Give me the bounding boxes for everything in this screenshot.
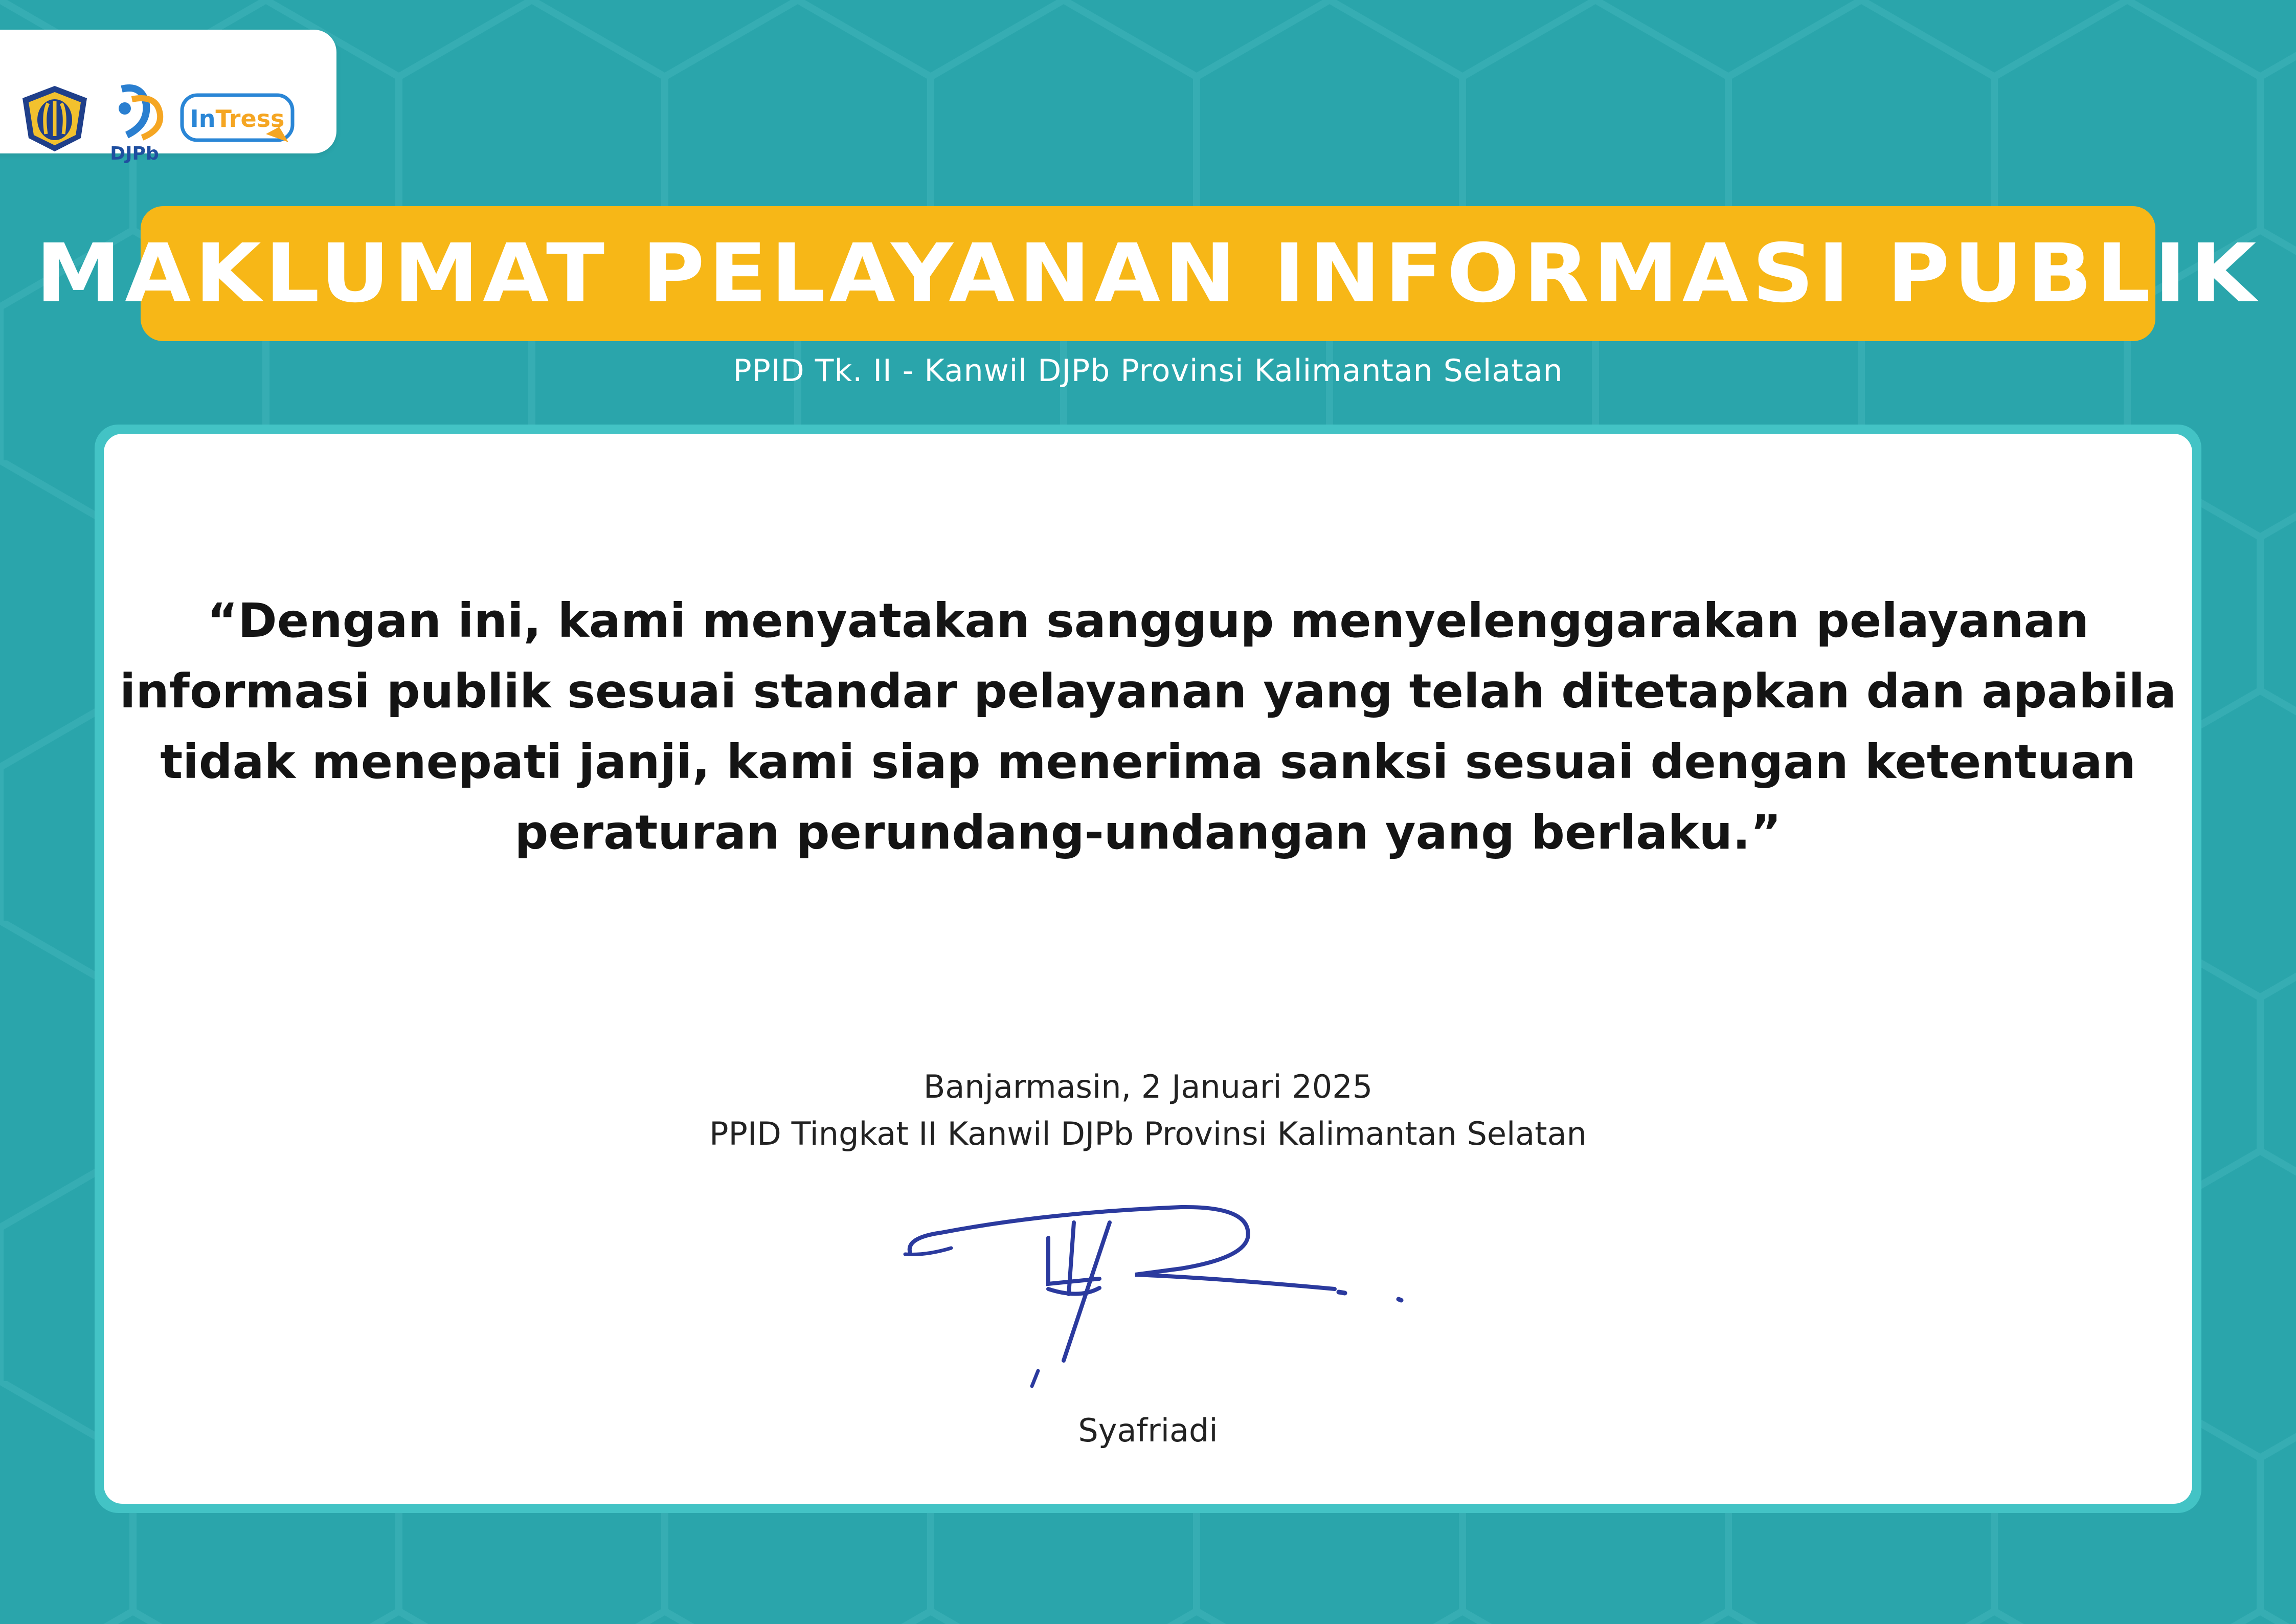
logo-panel [0, 30, 336, 164]
signer-name: Syafriadi [1078, 1412, 1218, 1449]
page-subtitle: PPID Tk. II - Kanwil DJPb Provinsi Kalimantan Selatan [733, 353, 1563, 389]
institution-name: PPID Tingkat II Kanwil DJPb Provinsi Kalimantan Selatan [709, 1115, 1587, 1152]
place-date: Banjarmasin, 2 Januari 2025 [923, 1068, 1373, 1105]
svg-text:InTress: InTress [190, 105, 285, 132]
intress-logo [180, 93, 301, 144]
title-banner [36, 206, 2260, 341]
page-title: MAKLUMAT PELAYANAN INFORMASI PUBLIK [36, 227, 2260, 321]
statement-text: “Dengan ini, kami menyatakan sanggup menyelenggarakan pelayanan informasi publik sesuai standar pelayanan yang telah ditetapkan dan apabila tidak menepati janji, kami siap menerima sanksi sesuai dengan ketentuan peraturan perundang-undangan yang berlaku.” [119, 593, 2177, 860]
svg-text:DJPb: DJPb [110, 143, 159, 164]
signature [895, 1192, 1416, 1407]
djpb-logo [101, 79, 168, 166]
kemenkeu-logo [16, 83, 93, 154]
